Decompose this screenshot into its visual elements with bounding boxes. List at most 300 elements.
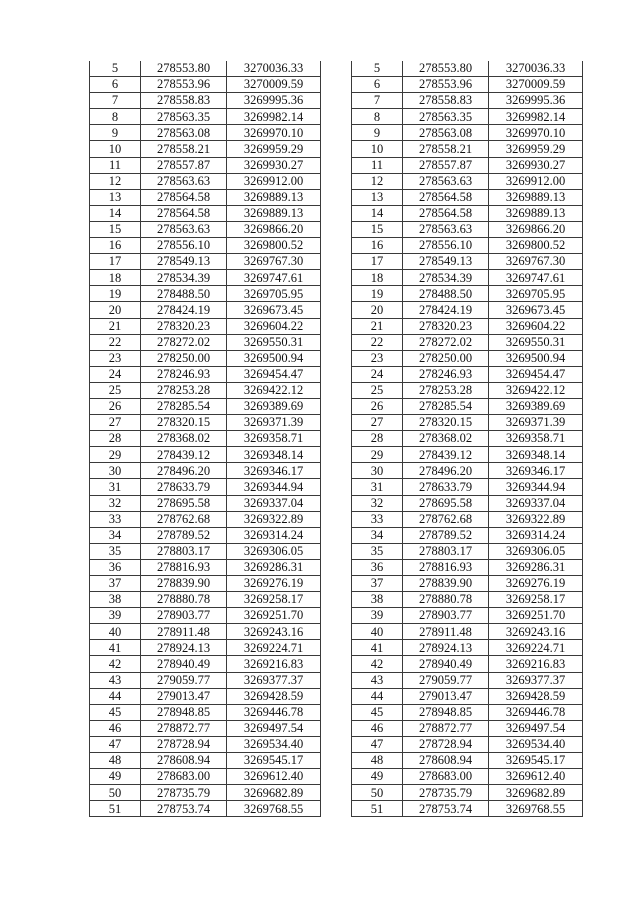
x-coordinate-cell: 278564.58 [141,189,227,205]
x-coordinate-cell: 278439.12 [403,447,489,463]
x-coordinate-cell: 278558.83 [403,93,489,109]
table-row [90,720,321,736]
y-coordinate-cell: 3269422.12 [227,382,321,398]
x-coordinate-cell: 278564.58 [141,205,227,221]
table-row [352,608,583,624]
table-row [90,624,321,640]
y-coordinate-cell: 3269930.27 [227,157,321,173]
y-coordinate-cell: 3269314.24 [489,527,583,543]
x-coordinate-cell: 278558.21 [403,141,489,157]
point-number-cell: 31 [352,479,403,495]
table-row [352,189,583,205]
x-coordinate-cell: 278368.02 [141,431,227,447]
point-number-cell: 15 [90,221,141,237]
x-coordinate-cell: 278253.28 [141,382,227,398]
x-coordinate-cell: 278683.00 [141,769,227,785]
point-number-cell: 11 [352,157,403,173]
x-coordinate-cell: 278816.93 [403,559,489,575]
x-coordinate-cell: 278272.02 [141,334,227,350]
x-coordinate-cell: 278563.35 [403,109,489,125]
y-coordinate-cell: 3269550.31 [489,334,583,350]
y-coordinate-cell: 3269322.89 [489,511,583,527]
table-row [352,157,583,173]
table-row [352,221,583,237]
y-coordinate-cell: 3269348.14 [489,447,583,463]
table-row [352,801,583,817]
table-row [352,382,583,398]
x-coordinate-cell: 278880.78 [141,592,227,608]
y-coordinate-cell: 3270009.59 [489,77,583,93]
table-row [352,366,583,382]
coordinate-table-left [89,61,321,817]
y-coordinate-cell: 3269545.17 [489,753,583,769]
point-number-cell: 21 [352,318,403,334]
x-coordinate-cell: 278563.35 [141,109,227,125]
table-row [352,270,583,286]
y-coordinate-cell: 3269358.71 [489,431,583,447]
x-coordinate-cell: 278563.63 [403,173,489,189]
table-row [90,382,321,398]
point-number-cell: 48 [90,753,141,769]
point-number-cell: 51 [352,801,403,817]
table-row [90,736,321,752]
y-coordinate-cell: 3269959.29 [227,141,321,157]
table-row [90,189,321,205]
y-coordinate-cell: 3269959.29 [489,141,583,157]
point-number-cell: 39 [90,608,141,624]
point-number-cell: 10 [90,141,141,157]
table-row [90,527,321,543]
y-coordinate-cell: 3269705.95 [227,286,321,302]
table-row [352,688,583,704]
point-number-cell: 36 [352,559,403,575]
y-coordinate-cell: 3269866.20 [227,221,321,237]
x-coordinate-cell: 278563.63 [141,173,227,189]
x-coordinate-cell: 278633.79 [403,479,489,495]
y-coordinate-cell: 3269371.39 [227,415,321,431]
y-coordinate-cell: 3269389.69 [227,398,321,414]
point-number-cell: 33 [352,511,403,527]
table-row [90,221,321,237]
x-coordinate-cell: 278924.13 [141,640,227,656]
point-number-cell: 45 [352,704,403,720]
y-coordinate-cell: 3269348.14 [227,447,321,463]
x-coordinate-cell: 278753.74 [141,801,227,817]
y-coordinate-cell: 3269767.30 [227,254,321,270]
x-coordinate-cell: 278285.54 [141,398,227,414]
x-coordinate-cell: 278272.02 [403,334,489,350]
y-coordinate-cell: 3269322.89 [227,511,321,527]
table-row [90,640,321,656]
x-coordinate-cell: 278556.10 [403,238,489,254]
x-coordinate-cell: 278563.63 [141,221,227,237]
y-coordinate-cell: 3269224.71 [489,640,583,656]
table-row [352,141,583,157]
y-coordinate-cell: 3269995.36 [489,93,583,109]
y-coordinate-cell: 3269682.89 [227,785,321,801]
y-coordinate-cell: 3269216.83 [489,656,583,672]
point-number-cell: 41 [352,640,403,656]
x-coordinate-cell: 278320.15 [141,415,227,431]
point-number-cell: 50 [90,785,141,801]
table-row [352,93,583,109]
y-coordinate-cell: 3269889.13 [227,205,321,221]
point-number-cell: 39 [352,608,403,624]
y-coordinate-cell: 3269912.00 [489,173,583,189]
table-row [352,205,583,221]
point-number-cell: 44 [90,688,141,704]
table-row [352,447,583,463]
x-coordinate-cell: 278496.20 [141,463,227,479]
table-row [352,286,583,302]
x-coordinate-cell: 278488.50 [141,286,227,302]
table-row [352,704,583,720]
y-coordinate-cell: 3269982.14 [489,109,583,125]
point-number-cell: 41 [90,640,141,656]
x-coordinate-cell: 278948.85 [141,704,227,720]
table-row [90,77,321,93]
x-coordinate-cell: 278557.87 [403,157,489,173]
y-coordinate-cell: 3269800.52 [489,238,583,254]
y-coordinate-cell: 3270009.59 [227,77,321,93]
point-number-cell: 43 [90,672,141,688]
x-coordinate-cell: 278924.13 [403,640,489,656]
x-coordinate-cell: 278250.00 [141,350,227,366]
point-number-cell: 29 [352,447,403,463]
table-row [90,350,321,366]
point-number-cell: 8 [352,109,403,125]
x-coordinate-cell: 278872.77 [141,720,227,736]
point-number-cell: 14 [90,205,141,221]
y-coordinate-cell: 3269534.40 [489,736,583,752]
table-row [352,720,583,736]
x-coordinate-cell: 278553.80 [141,61,227,77]
x-coordinate-cell: 278633.79 [141,479,227,495]
y-coordinate-cell: 3269767.30 [489,254,583,270]
point-number-cell: 16 [90,238,141,254]
y-coordinate-cell: 3269258.17 [227,592,321,608]
point-number-cell: 26 [352,398,403,414]
point-number-cell: 40 [90,624,141,640]
y-coordinate-cell: 3269982.14 [227,109,321,125]
table-row [90,463,321,479]
y-coordinate-cell: 3269216.83 [227,656,321,672]
table-row [90,656,321,672]
table-row [90,270,321,286]
table-row [352,511,583,527]
table-row [352,559,583,575]
coordinate-table-right-body [352,61,583,817]
point-number-cell: 23 [90,350,141,366]
x-coordinate-cell: 278608.94 [403,753,489,769]
table-row [90,704,321,720]
y-coordinate-cell: 3269344.94 [227,479,321,495]
x-coordinate-cell: 278557.87 [141,157,227,173]
x-coordinate-cell: 278728.94 [141,736,227,752]
table-row [352,77,583,93]
point-number-cell: 40 [352,624,403,640]
y-coordinate-cell: 3269243.16 [489,624,583,640]
y-coordinate-cell: 3269346.17 [489,463,583,479]
y-coordinate-cell: 3269454.47 [227,366,321,382]
point-number-cell: 29 [90,447,141,463]
y-coordinate-cell: 3269428.59 [227,688,321,704]
y-coordinate-cell: 3269673.45 [227,302,321,318]
table-row [352,238,583,254]
y-coordinate-cell: 3269377.37 [489,672,583,688]
y-coordinate-cell: 3269428.59 [489,688,583,704]
table-row [352,254,583,270]
point-number-cell: 13 [90,189,141,205]
x-coordinate-cell: 278903.77 [141,608,227,624]
point-number-cell: 30 [90,463,141,479]
y-coordinate-cell: 3269337.04 [489,495,583,511]
y-coordinate-cell: 3269800.52 [227,238,321,254]
x-coordinate-cell: 278564.58 [403,189,489,205]
x-coordinate-cell: 278320.15 [403,415,489,431]
table-row [352,109,583,125]
x-coordinate-cell: 278789.52 [403,527,489,543]
x-coordinate-cell: 279059.77 [141,672,227,688]
x-coordinate-cell: 278563.08 [141,125,227,141]
y-coordinate-cell: 3269344.94 [489,479,583,495]
y-coordinate-cell: 3269389.69 [489,398,583,414]
y-coordinate-cell: 3269500.94 [227,350,321,366]
point-number-cell: 37 [90,576,141,592]
point-number-cell: 5 [90,61,141,77]
table-row [352,431,583,447]
y-coordinate-cell: 3269604.22 [227,318,321,334]
y-coordinate-cell: 3269889.13 [489,189,583,205]
x-coordinate-cell: 278250.00 [403,350,489,366]
point-number-cell: 51 [90,801,141,817]
table-row [352,527,583,543]
point-number-cell: 15 [352,221,403,237]
x-coordinate-cell: 278246.93 [403,366,489,382]
x-coordinate-cell: 278608.94 [141,753,227,769]
point-number-cell: 34 [352,527,403,543]
point-number-cell: 7 [90,93,141,109]
table-row [90,173,321,189]
point-number-cell: 20 [90,302,141,318]
y-coordinate-cell: 3269346.17 [227,463,321,479]
x-coordinate-cell: 278320.23 [403,318,489,334]
x-coordinate-cell: 278911.48 [403,624,489,640]
point-number-cell: 31 [90,479,141,495]
point-number-cell: 36 [90,559,141,575]
x-coordinate-cell: 278549.13 [403,254,489,270]
point-number-cell: 24 [90,366,141,382]
y-coordinate-cell: 3269768.55 [489,801,583,817]
y-coordinate-cell: 3269682.89 [489,785,583,801]
y-coordinate-cell: 3269306.05 [227,543,321,559]
point-number-cell: 25 [90,382,141,398]
point-number-cell: 37 [352,576,403,592]
x-coordinate-cell: 278556.10 [141,238,227,254]
y-coordinate-cell: 3269747.61 [489,270,583,286]
x-coordinate-cell: 278549.13 [141,254,227,270]
table-row [90,672,321,688]
table-row [90,543,321,559]
point-number-cell: 30 [352,463,403,479]
y-coordinate-cell: 3269889.13 [227,189,321,205]
point-number-cell: 17 [90,254,141,270]
point-number-cell: 23 [352,350,403,366]
table-row [352,173,583,189]
table-row [352,769,583,785]
y-coordinate-cell: 3269446.78 [227,704,321,720]
y-coordinate-cell: 3269889.13 [489,205,583,221]
point-number-cell: 27 [352,415,403,431]
table-row [352,415,583,431]
point-number-cell: 16 [352,238,403,254]
table-row [352,640,583,656]
table-row [90,479,321,495]
y-coordinate-cell: 3269251.70 [227,608,321,624]
x-coordinate-cell: 278553.96 [141,77,227,93]
point-number-cell: 19 [352,286,403,302]
table-row [90,495,321,511]
point-number-cell: 14 [352,205,403,221]
x-coordinate-cell: 279059.77 [403,672,489,688]
y-coordinate-cell: 3269422.12 [489,382,583,398]
point-number-cell: 42 [90,656,141,672]
table-row [90,801,321,817]
table-row [90,769,321,785]
point-number-cell: 9 [90,125,141,141]
y-coordinate-cell: 3269243.16 [227,624,321,640]
point-number-cell: 35 [352,543,403,559]
table-row [90,125,321,141]
y-coordinate-cell: 3269550.31 [227,334,321,350]
x-coordinate-cell: 278553.96 [403,77,489,93]
table-row [90,688,321,704]
point-number-cell: 22 [352,334,403,350]
point-number-cell: 27 [90,415,141,431]
table-row [352,672,583,688]
point-number-cell: 47 [352,736,403,752]
table-row [90,61,321,77]
x-coordinate-cell: 278695.58 [141,495,227,511]
x-coordinate-cell: 279013.47 [403,688,489,704]
table-row [90,238,321,254]
point-number-cell: 44 [352,688,403,704]
y-coordinate-cell: 3269545.17 [227,753,321,769]
point-number-cell: 49 [90,769,141,785]
x-coordinate-cell: 278872.77 [403,720,489,736]
point-number-cell: 38 [352,592,403,608]
x-coordinate-cell: 278728.94 [403,736,489,752]
table-row [352,576,583,592]
x-coordinate-cell: 278563.63 [403,221,489,237]
y-coordinate-cell: 3269276.19 [227,576,321,592]
coordinate-table-left-body [90,61,321,817]
x-coordinate-cell: 278553.80 [403,61,489,77]
table-row [90,93,321,109]
y-coordinate-cell: 3269306.05 [489,543,583,559]
x-coordinate-cell: 278762.68 [141,511,227,527]
point-number-cell: 43 [352,672,403,688]
x-coordinate-cell: 278439.12 [141,447,227,463]
point-number-cell: 6 [352,77,403,93]
x-coordinate-cell: 278695.58 [403,495,489,511]
y-coordinate-cell: 3269500.94 [489,350,583,366]
y-coordinate-cell: 3269612.40 [489,769,583,785]
point-number-cell: 12 [90,173,141,189]
y-coordinate-cell: 3269497.54 [489,720,583,736]
point-number-cell: 35 [90,543,141,559]
y-coordinate-cell: 3269747.61 [227,270,321,286]
x-coordinate-cell: 278816.93 [141,559,227,575]
table-row [352,785,583,801]
table-row [90,576,321,592]
y-coordinate-cell: 3269286.31 [489,559,583,575]
point-number-cell: 46 [90,720,141,736]
table-row [352,495,583,511]
y-coordinate-cell: 3269995.36 [227,93,321,109]
table-row [90,447,321,463]
x-coordinate-cell: 278534.39 [403,270,489,286]
y-coordinate-cell: 3269377.37 [227,672,321,688]
point-number-cell: 50 [352,785,403,801]
point-number-cell: 20 [352,302,403,318]
point-number-cell: 47 [90,736,141,752]
x-coordinate-cell: 279013.47 [141,688,227,704]
table-row [352,61,583,77]
table-row [352,753,583,769]
x-coordinate-cell: 278940.49 [141,656,227,672]
y-coordinate-cell: 3270036.33 [227,61,321,77]
x-coordinate-cell: 278762.68 [403,511,489,527]
y-coordinate-cell: 3269534.40 [227,736,321,752]
point-number-cell: 33 [90,511,141,527]
table-row [90,141,321,157]
point-number-cell: 13 [352,189,403,205]
table-row [352,656,583,672]
x-coordinate-cell: 278246.93 [141,366,227,382]
table-row [90,785,321,801]
point-number-cell: 26 [90,398,141,414]
point-number-cell: 5 [352,61,403,77]
table-row [352,543,583,559]
x-coordinate-cell: 278683.00 [403,769,489,785]
point-number-cell: 18 [352,270,403,286]
x-coordinate-cell: 278424.19 [403,302,489,318]
y-coordinate-cell: 3269970.10 [227,125,321,141]
table-row [352,463,583,479]
x-coordinate-cell: 278839.90 [403,576,489,592]
table-row [90,559,321,575]
table-row [352,350,583,366]
table-row [90,318,321,334]
x-coordinate-cell: 278488.50 [403,286,489,302]
table-row [90,511,321,527]
point-number-cell: 28 [352,431,403,447]
y-coordinate-cell: 3269337.04 [227,495,321,511]
table-row [90,366,321,382]
table-row [352,318,583,334]
y-coordinate-cell: 3270036.33 [489,61,583,77]
table-row [90,592,321,608]
table-row [90,415,321,431]
x-coordinate-cell: 278368.02 [403,431,489,447]
point-number-cell: 34 [90,527,141,543]
point-number-cell: 6 [90,77,141,93]
point-number-cell: 32 [90,495,141,511]
point-number-cell: 10 [352,141,403,157]
table-row [90,302,321,318]
y-coordinate-cell: 3269446.78 [489,704,583,720]
